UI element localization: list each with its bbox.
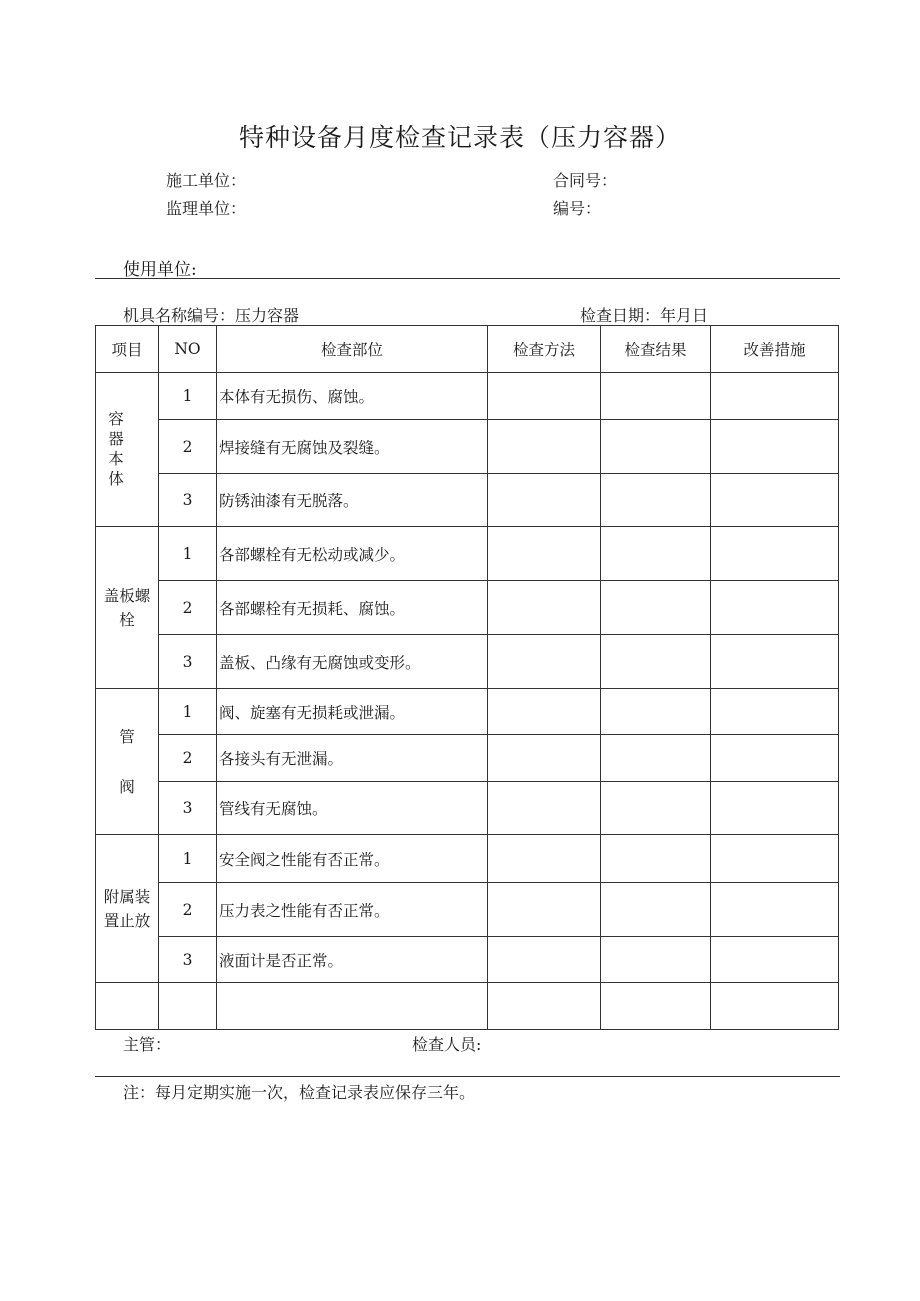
table-header-row: [96, 326, 839, 373]
row-part: 各部螺栓有无松动或减少。: [217, 527, 488, 581]
table-row: [96, 937, 839, 983]
group-cell-accessories: [96, 835, 159, 983]
table-row: [96, 782, 839, 835]
empty-cell[interactable]: [488, 983, 601, 1030]
supervisor-label: 主管：: [123, 1035, 172, 1054]
group-label: 盖板螺栓: [103, 586, 151, 629]
row-no: 2: [159, 883, 217, 937]
row-no: 1: [159, 689, 217, 735]
result-cell[interactable]: [601, 782, 711, 835]
table-row: [96, 883, 839, 937]
row-no: 1: [159, 835, 217, 883]
row-no: 2: [159, 581, 217, 635]
result-cell[interactable]: [601, 735, 711, 782]
row-no: 1: [159, 373, 217, 420]
construction-unit-label: 施工单位：: [166, 171, 247, 190]
table-row: [96, 373, 839, 420]
footer-note: 注：每月定期实施一次，检查记录表应保存三年。: [123, 1083, 476, 1102]
measures-cell[interactable]: [711, 420, 839, 474]
table-row: [96, 689, 839, 735]
measures-cell[interactable]: [711, 581, 839, 635]
result-cell[interactable]: [601, 937, 711, 983]
column-header-part: 检查部位: [217, 326, 488, 373]
table-row: [96, 635, 839, 689]
result-cell[interactable]: [601, 527, 711, 581]
document-title: 特种设备月度检查记录表（压力容器）: [238, 123, 681, 152]
row-part: 各部螺栓有无损耗、腐蚀。: [217, 581, 488, 635]
method-cell[interactable]: [488, 581, 601, 635]
empty-cell[interactable]: [217, 983, 488, 1030]
measures-cell[interactable]: [711, 883, 839, 937]
table-row: [96, 735, 839, 782]
method-cell[interactable]: [488, 474, 601, 527]
table-row-empty: [96, 983, 839, 1030]
user-unit-label: 使用单位:: [123, 260, 197, 280]
method-cell[interactable]: [488, 373, 601, 420]
row-part: 压力表之性能有否正常。: [217, 883, 488, 937]
supervision-unit-label: 监理单位：: [166, 199, 247, 218]
table-row: [96, 420, 839, 474]
method-cell[interactable]: [488, 420, 601, 474]
measures-cell[interactable]: [711, 835, 839, 883]
footer-divider: [95, 1076, 840, 1077]
result-cell[interactable]: [601, 635, 711, 689]
measures-cell[interactable]: [711, 782, 839, 835]
row-part: 安全阀之性能有否正常。: [217, 835, 488, 883]
method-cell[interactable]: [488, 835, 601, 883]
column-header-no: NO: [159, 326, 217, 373]
row-no: 3: [159, 635, 217, 689]
contract-no-label: 合同号：: [553, 171, 618, 190]
row-part: 焊接缝有无腐蚀及裂缝。: [217, 420, 488, 474]
group-cell-cover-bolts: [96, 527, 159, 689]
group-label: 管阀: [119, 727, 135, 796]
result-cell[interactable]: [601, 373, 711, 420]
method-cell[interactable]: [488, 782, 601, 835]
row-no: 3: [159, 474, 217, 527]
inspection-table: [95, 325, 839, 1030]
group-cell-vessel-body: [96, 373, 159, 527]
measures-cell[interactable]: [711, 735, 839, 782]
row-no: 2: [159, 735, 217, 782]
inspector-label: 检查人员:: [412, 1035, 482, 1054]
row-no: 1: [159, 527, 217, 581]
measures-cell[interactable]: [711, 937, 839, 983]
column-header-result: 检查结果: [601, 326, 711, 373]
row-part: 液面计是否正常。: [217, 937, 488, 983]
result-cell[interactable]: [601, 581, 711, 635]
row-part: 盖板、凸缘有无腐蚀或变形。: [217, 635, 488, 689]
group-cell-pipes-valves: [96, 689, 159, 835]
result-cell[interactable]: [601, 883, 711, 937]
result-cell[interactable]: [601, 689, 711, 735]
measures-cell[interactable]: [711, 635, 839, 689]
row-no: 3: [159, 937, 217, 983]
measures-cell[interactable]: [711, 373, 839, 420]
serial-no-label: 编号：: [553, 199, 602, 218]
result-cell[interactable]: [601, 835, 711, 883]
row-part: 各接头有无泄漏。: [217, 735, 488, 782]
row-no: 2: [159, 420, 217, 474]
column-header-item: 项目: [96, 326, 159, 373]
method-cell[interactable]: [488, 735, 601, 782]
method-cell[interactable]: [488, 883, 601, 937]
column-header-measures: 改善措施: [711, 326, 839, 373]
table-row: [96, 835, 839, 883]
method-cell[interactable]: [488, 689, 601, 735]
measures-cell[interactable]: [711, 527, 839, 581]
row-part: 管线有无腐蚀。: [217, 782, 488, 835]
empty-cell[interactable]: [711, 983, 839, 1030]
row-part: 本体有无损伤、腐蚀。: [217, 373, 488, 420]
table-row: [96, 581, 839, 635]
group-label: 附属装置止放: [103, 887, 151, 930]
empty-cell[interactable]: [159, 983, 217, 1030]
table-row: [96, 474, 839, 527]
empty-cell[interactable]: [96, 983, 159, 1030]
inspection-date-label: 检查日期：年月日: [580, 306, 709, 325]
user-unit-underline: [95, 278, 840, 279]
measures-cell[interactable]: [711, 474, 839, 527]
method-cell[interactable]: [488, 635, 601, 689]
result-cell[interactable]: [601, 420, 711, 474]
row-part: 阀、旋塞有无损耗或泄漏。: [217, 689, 488, 735]
column-header-method: 检查方法: [488, 326, 601, 373]
empty-cell[interactable]: [601, 983, 711, 1030]
group-label: 容器本体: [108, 410, 124, 488]
result-cell[interactable]: [601, 474, 711, 527]
method-cell[interactable]: [488, 527, 601, 581]
equipment-label: 机具名称编号：压力容器: [123, 306, 300, 325]
measures-cell[interactable]: [711, 689, 839, 735]
row-part: 防锈油漆有无脱落。: [217, 474, 488, 527]
table-row: [96, 527, 839, 581]
method-cell[interactable]: [488, 937, 601, 983]
row-no: 3: [159, 782, 217, 835]
